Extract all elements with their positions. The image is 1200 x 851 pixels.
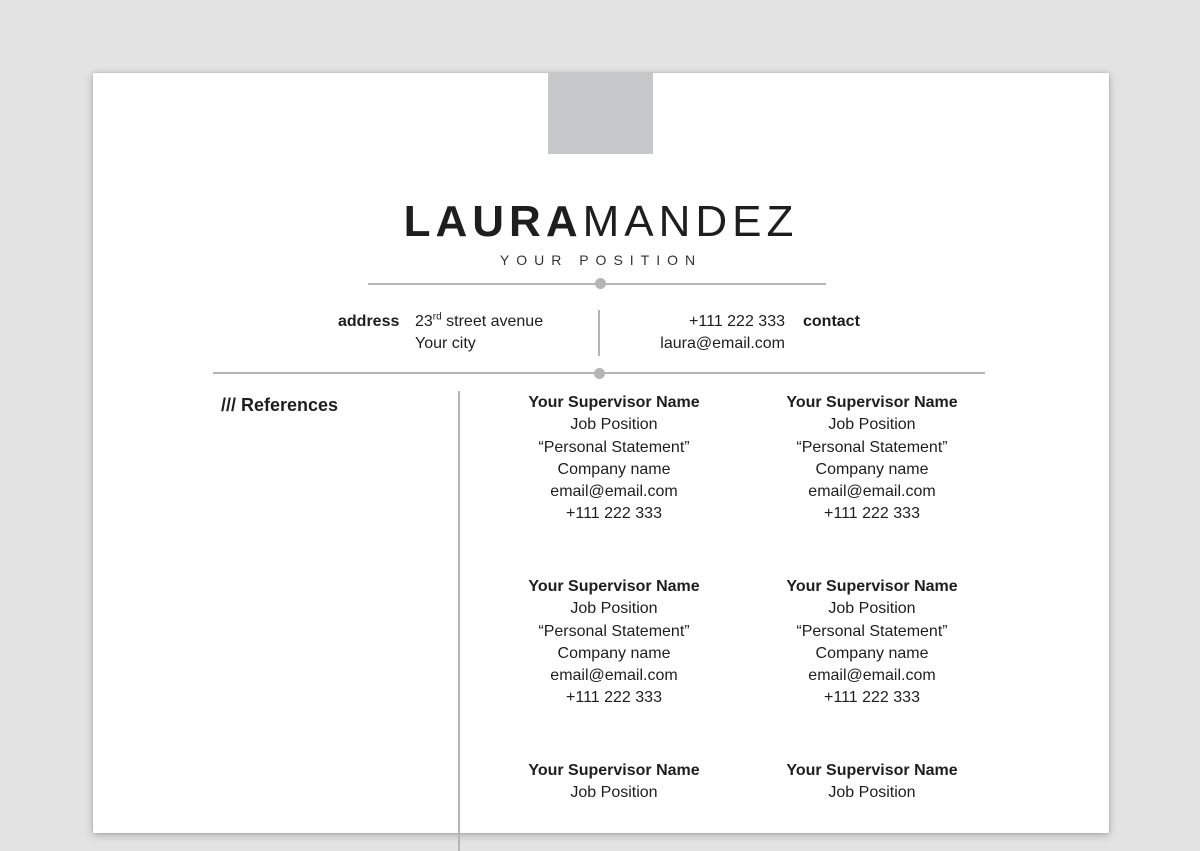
section-divider-dot — [594, 368, 605, 379]
reference-card — [484, 760, 744, 805]
reference-email: email@email.com — [550, 667, 678, 685]
reference-company: Company name — [815, 644, 929, 662]
reference-email: email@email.com — [808, 667, 936, 685]
reference-job: Job Position — [828, 600, 916, 618]
contact-email: laura@email.com — [660, 335, 785, 352]
position-title: YOUR POSITION — [499, 252, 703, 268]
reference-email: email@email.com — [550, 483, 678, 501]
reference-name: Your Supervisor Name — [528, 762, 700, 779]
header-tab-block — [548, 73, 653, 154]
reference-phone: +111 222 333 — [566, 505, 662, 523]
candidate-name — [93, 197, 1109, 247]
reference-job: Job Position — [570, 416, 658, 434]
contact-separator — [598, 310, 600, 356]
reference-name: Your Supervisor Name — [786, 762, 958, 779]
reference-job: Job Position — [570, 784, 658, 802]
reference-company: Company name — [815, 460, 929, 478]
references-column-line — [458, 391, 460, 851]
reference-statement: “Personal Statement” — [796, 622, 948, 640]
references-heading: /// References — [221, 395, 339, 415]
reference-card — [742, 392, 1002, 526]
last-name: MANDEZ — [582, 197, 799, 246]
reference-job: Job Position — [828, 416, 916, 434]
reference-card — [742, 760, 1002, 805]
reference-name: Your Supervisor Name — [528, 394, 700, 411]
address-city: Your city — [415, 335, 476, 352]
address-label: address — [338, 313, 400, 330]
resume-page — [93, 73, 1109, 833]
reference-card — [484, 392, 744, 526]
street-number: 23 — [415, 313, 433, 330]
reference-phone: +111 222 333 — [824, 689, 920, 707]
reference-phone: +111 222 333 — [824, 505, 920, 523]
reference-statement: “Personal Statement” — [538, 438, 690, 456]
reference-name: Your Supervisor Name — [786, 394, 958, 411]
contact-label: contact — [803, 313, 860, 330]
reference-email: email@email.com — [808, 483, 936, 501]
reference-name: Your Supervisor Name — [528, 578, 700, 595]
reference-company: Company name — [557, 460, 671, 478]
reference-name: Your Supervisor Name — [786, 578, 958, 595]
reference-card — [484, 576, 744, 710]
contact-phone: +111 222 333 — [689, 313, 785, 330]
reference-card — [742, 576, 1002, 710]
reference-statement: “Personal Statement” — [796, 438, 948, 456]
street-name: street avenue — [441, 313, 544, 330]
reference-company: Company name — [557, 644, 671, 662]
reference-statement: “Personal Statement” — [538, 622, 690, 640]
reference-phone: +111 222 333 — [566, 689, 662, 707]
header-divider-dot — [595, 278, 606, 289]
reference-job: Job Position — [570, 600, 658, 618]
reference-job: Job Position — [828, 784, 916, 802]
street-suffix: rd — [432, 311, 442, 323]
first-name: LAURA — [403, 197, 583, 246]
address-street — [415, 311, 543, 333]
